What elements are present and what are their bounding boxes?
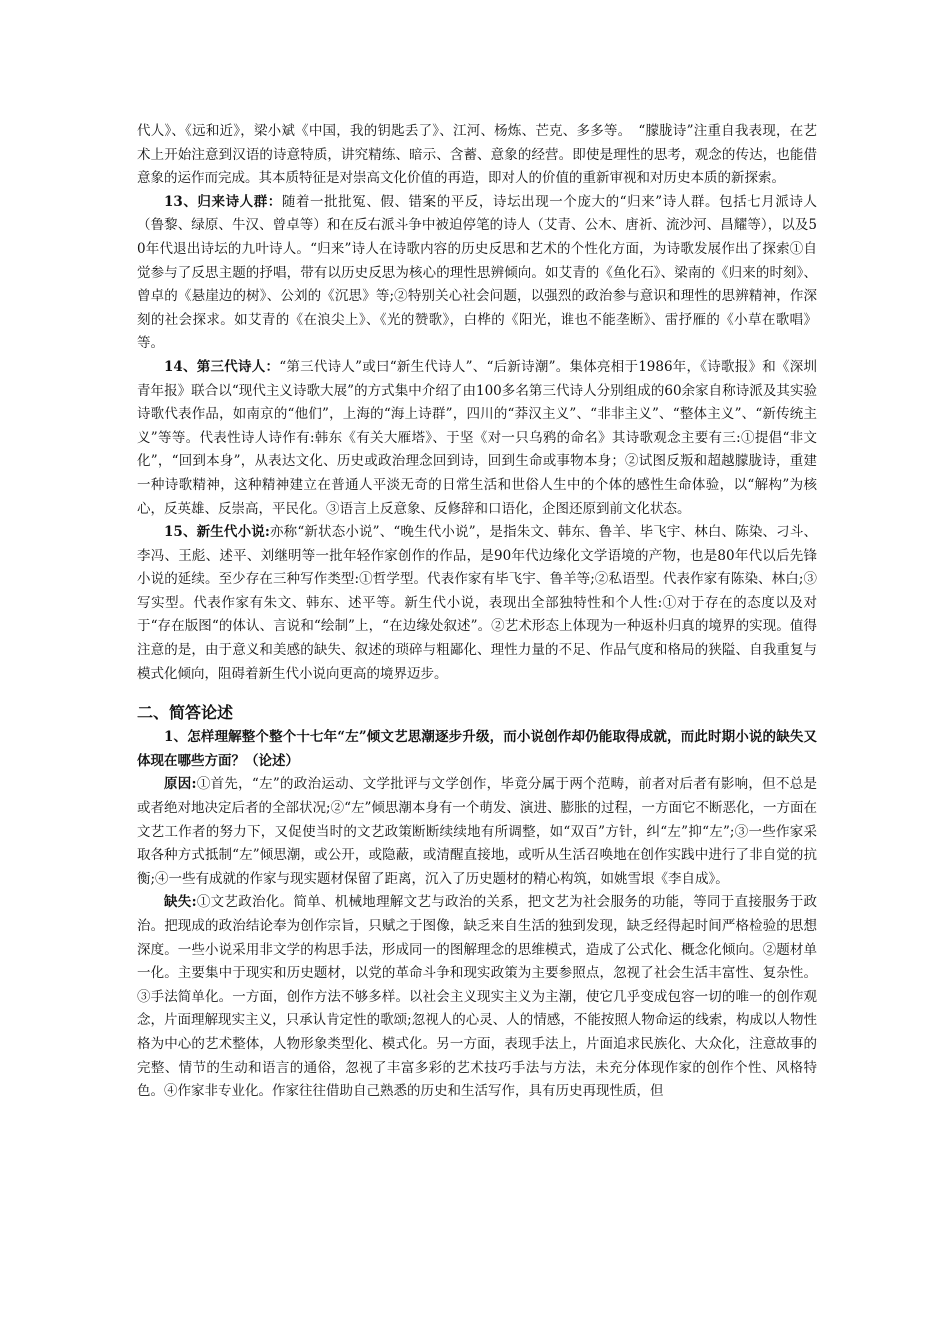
- item-15-text: 亦称“新状态小说”、“晚生代小说”，是指朱文、韩东、鲁羊、毕飞宇、林白、陈染、刁斗、李冯、王彪、述平、刘继明等一批年轻作家创作的作品，是90年代边缘化文学语境的产物，也是80年代以后先锋小说的延续。至少存在三种写作类型:①哲学型。代表作家有毕飞宇、鲁羊等;②私语型。代表作家有陈染、林白;③写实型。代表作家有朱文、韩东、述平等。新生代小说，表现出全部独特性和个人性:①对于存在的态度以及对于“存在版图“的体认、言说和“绘制”上，“在边缘处叙述”。②艺术形态上体现为一种返朴归真的境界的实现。值得注意的是，由于意义和美感的缺失、叙述的琐碎与粗鄙化、理性力量的不足、作品气度和格局的狭隘、自我重复与模式化倾向，阻碍着新生代小说向更高的境界迈步。: [137, 524, 817, 682]
- defect-text: ①文艺政治化。简单、机械地理解文艺与政治的关系，把文艺为社会服务的功能，等同于直接服务于政治。把现成的政治结论奉为创作宗旨，只赋之于图像，缺乏来自生活的独到发现，缺乏经得起时间严格检验的思想深度。一些小说采用非文学的构思手法，形成同一的图解理念的思维模式，造成了公式化、概念化倾向。②题材单一化。主要集中于现实和历史题材，以党的革命斗争和现实政策为主要参照点，忽视了社会生活丰富性、复杂性。③手法简单化。一方面，创作方法不够多样。以社会主义现实主义为主潮，使它几乎变成包容一切的唯一的创作观念，片面理解现实主义，只承认肯定性的歌颂;忽视人的心灵、人的情感，不能按照人物命运的线索，构成以人物性格为中心的艺术整体，人物形象类型化、模式化。另一方面，表现手法上，片面追求民族化、大众化，注意故事的完整、情节的生动和语言的通俗，忽视了丰富多彩的艺术技巧手法与方法，未充分体现作家的创作个性、风格特色。④作家非专业化。作家往往借助自己熟悉的历史和生活写作，具有历史再现性质，但: [137, 894, 818, 1100]
- question-1: 1、怎样理解整个整个十七年“左”倾文艺思潮逐步升级，而小说创作却仍能取得成就，而此时期小说的缺失又体现在哪些方面？（论述）: [137, 729, 817, 769]
- item-15-term: 15、新生代小说:: [164, 524, 270, 541]
- intro-paragraph: 代人》、《远和近》，梁小斌《中国，我的钥匙丢了》、江河、杨炼、芒克、多多等。 “朦胧诗”注重自我表现，在艺术上开始注意到汉语的诗意特质，讲究精练、暗示、含蓄、意象的经营。即使是理性的思考，观念的传达，也能借意象的运作而完成。其本质特征是对崇高文化价值的再造，即对人的价值的重新审视和对历史本质的新探索。: [137, 123, 817, 187]
- item-14-term: 14、第三代诗人：: [164, 358, 280, 375]
- item-13-paragraph: [137, 191, 817, 356]
- reason-term: 原因:: [164, 776, 197, 793]
- item-13-term: 13、归来诗人群：: [164, 193, 282, 210]
- item-15-paragraph: [137, 521, 817, 686]
- defect-paragraph: [137, 891, 817, 1103]
- section-2-heading: 二、简答论述: [137, 703, 234, 723]
- item-13-text: 随着一批批冤、假、错案的平反，诗坛出现一个庞大的“归来”诗人群。包括七月派诗人（鲁黎、绿原、牛汉、曾卓等）和在反右派斗争中被迫停笔的诗人（艾青、公木、唐祈、流沙河、昌耀等），以及50年代退出诗坛的九叶诗人。“归来”诗人在诗歌内容的历史反思和艺术的个性化方面，为诗歌发展作出了探索①自觉参与了反思主题的抒唱，带有以历史反思为核心的理性思辨倾向。如艾青的《鱼化石》、梁南的《归来的时刻》、曾卓的《悬崖边的树》、公刘的《沉思》等;②特别关心社会问题，以强烈的政治参与意识和理性的思辨精神，作深刻的社会探求。如艾青的《在浪尖上》、《光的赞歌》，白桦的《阳光，谁也不能垄断》、雷抒雁的《小草在歌唱》等。: [137, 193, 817, 352]
- item-14-paragraph: [137, 356, 817, 521]
- item-14-text: “第三代诗人”或曰“新生代诗人”、“后新诗潮”。集体亮相于1986年，《诗歌报》和《深圳青年报》联合以“现代主义诗歌大展”的方式集中介绍了由100多名第三代诗人分别组成的60余家自称诗派及其实验诗歌代表作品，如南京的“他们”，上海的“海上诗群”，四川的“莽汉主义”、“非非主义”、“整体主义”、“新传统主义”等等。代表性诗人诗作有:韩东《有关大雁塔》、于坚《对一只乌鸦的命名》其诗歌观念主要有三:①提倡“非文化”，“回到本身”，从表达文化、历史或政治理念回到诗，回到生命或事物本身；②试图反叛和超越朦胧诗，重建一种诗歌精神，这种精神建立在普通人平淡无奇的日常生活和世俗人生中的个体的感性生命体验，以“解构”为核心，反英雄、反崇高，平民化。③语言上反意象、反修辞和口语化，企图还原到前文化状态。: [137, 358, 817, 517]
- reason-text: ①首先，“左”的政治运动、文学批评与文学创作，毕竟分属于两个范畴，前者对后者有影响，但不总是或者绝对地决定后者的全部状况;②“左”倾思潮本身有一个萌发、演进、膨胀的过程，一方面它不断恶化，一方面在文艺工作者的努力下，又促使当时的文艺政策断断续续地有所调整，如“双百”方针，纠“左”抑“左”;③一些作家采取各种方式抵制“左”倾思潮，或公开，或隐蔽，或清醒直接地，或听从生活召唤地在创作实践中进行了非自觉的抗衡;④一些有成就的作家与现实题材保留了距离，沉入了历史题材的精心构筑，如姚雪垠《李自成》。: [137, 776, 818, 887]
- document-page: [137, 120, 817, 1104]
- reason-paragraph: [137, 773, 817, 891]
- defect-term: 缺失:: [164, 894, 197, 911]
